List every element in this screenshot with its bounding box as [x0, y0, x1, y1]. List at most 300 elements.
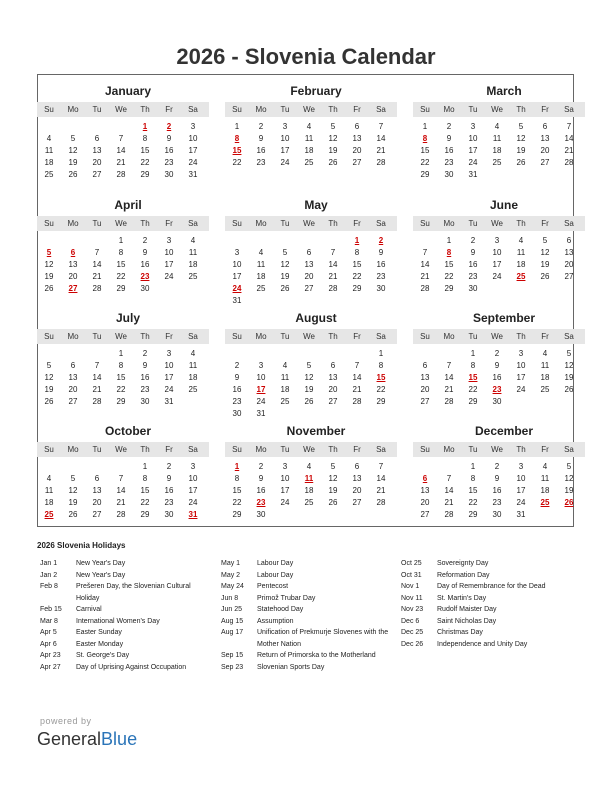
- day-grid: [413, 235, 585, 295]
- weekday-label: Fr: [353, 219, 361, 228]
- day-cell: 26: [44, 284, 54, 293]
- day-cell: 25: [540, 385, 550, 394]
- day-cell: 26: [68, 170, 78, 179]
- day-grid: [413, 348, 585, 408]
- holiday-day-cell: 23: [492, 385, 502, 394]
- day-cell: 17: [164, 260, 174, 269]
- day-cell: 30: [444, 170, 454, 179]
- holiday-day-cell: 6: [422, 474, 428, 483]
- day-cell: 6: [70, 361, 76, 370]
- holiday-name: Christmas Day: [437, 629, 483, 636]
- day-cell: 30: [468, 284, 478, 293]
- month-name: May: [304, 198, 328, 212]
- holiday-name: St. George's Day: [76, 652, 130, 659]
- holiday-date: May 2: [221, 571, 241, 579]
- day-cell: 2: [166, 462, 172, 471]
- day-cell: 3: [470, 122, 476, 131]
- day-cell: 28: [376, 498, 386, 507]
- empty-cell: [249, 348, 273, 360]
- month-june: [413, 197, 585, 295]
- holiday-row: [40, 639, 215, 651]
- day-cell: 23: [444, 158, 454, 167]
- day-cell: 9: [494, 361, 500, 370]
- holiday-date: Sep 15: [221, 652, 244, 659]
- day-cell: 8: [142, 474, 148, 483]
- day-cell: 14: [328, 260, 338, 269]
- holiday-name: New Year's Day: [76, 571, 126, 579]
- day-cell: 8: [234, 474, 240, 483]
- day-cell: 14: [352, 373, 362, 382]
- day-cell: 17: [492, 260, 502, 269]
- day-cell: 19: [44, 385, 54, 394]
- day-grid: [225, 461, 397, 521]
- day-cell: 21: [444, 498, 454, 507]
- weekday-label: Su: [44, 332, 54, 341]
- holiday-row: [401, 604, 576, 616]
- holiday-day-cell: 8: [422, 134, 428, 143]
- day-grid: [37, 121, 209, 181]
- weekday-label: Mo: [67, 332, 79, 341]
- day-cell: 9: [258, 474, 264, 483]
- holiday-day-cell: 8: [446, 248, 452, 257]
- weekday-label: Th: [328, 332, 338, 341]
- day-cell: 19: [564, 373, 574, 382]
- day-cell: 19: [304, 385, 314, 394]
- day-cell: 27: [420, 397, 430, 406]
- weekday-label: Th: [140, 105, 150, 114]
- day-cell: 18: [540, 373, 550, 382]
- day-cell: 21: [116, 158, 126, 167]
- day-grid: [225, 348, 397, 420]
- brand-general: General: [37, 729, 102, 749]
- empty-cell: [37, 461, 61, 473]
- holiday-day-cell: 2: [166, 122, 172, 131]
- day-cell: 24: [492, 272, 502, 281]
- day-cell: 8: [118, 361, 124, 370]
- holiday-date: Dec 26: [401, 640, 424, 648]
- weekday-label: Tu: [280, 445, 290, 454]
- day-cell: 30: [492, 510, 502, 519]
- day-cell: 26: [328, 498, 338, 507]
- weekday-label: Th: [516, 332, 526, 341]
- day-cell: 10: [164, 361, 174, 370]
- day-cell: 18: [492, 146, 502, 155]
- holiday-date: Nov 23: [401, 606, 424, 613]
- day-cell: 13: [564, 248, 574, 257]
- weekday-label: Fr: [541, 105, 549, 114]
- day-cell: 23: [164, 498, 174, 507]
- day-cell: 4: [282, 361, 288, 370]
- weekday-label: Tu: [468, 445, 478, 454]
- day-cell: 9: [446, 134, 452, 143]
- weekday-label: Su: [232, 105, 242, 114]
- empty-cell: [109, 121, 133, 133]
- weekday-label: Mo: [443, 219, 455, 228]
- day-cell: 26: [516, 158, 526, 167]
- day-cell: 11: [188, 248, 198, 257]
- empty-cell: [225, 348, 249, 360]
- day-cell: 2: [494, 349, 500, 358]
- day-cell: 20: [328, 385, 338, 394]
- day-grid: [413, 461, 585, 521]
- holiday-name: Pentecost: [257, 583, 289, 590]
- day-cell: 19: [68, 158, 78, 167]
- weekday-label: Sa: [564, 445, 574, 454]
- holiday-date: Dec 6: [401, 617, 420, 625]
- holiday-name: Easter Monday: [76, 640, 124, 648]
- day-grid: [37, 235, 209, 295]
- day-cell: 22: [116, 272, 126, 281]
- day-cell: 6: [354, 462, 360, 471]
- day-cell: 1: [446, 236, 452, 245]
- day-cell: 7: [566, 122, 572, 131]
- weekday-label: We: [115, 219, 127, 228]
- day-cell: 17: [468, 146, 478, 155]
- day-cell: 21: [444, 385, 454, 394]
- day-cell: 4: [258, 248, 264, 257]
- day-cell: 14: [376, 134, 386, 143]
- empty-cell: [85, 348, 109, 360]
- day-cell: 21: [116, 498, 126, 507]
- weekday-label: We: [303, 332, 315, 341]
- weekday-label: Su: [232, 219, 242, 228]
- holiday-date: Jan 2: [40, 571, 58, 579]
- day-cell: 8: [142, 134, 148, 143]
- day-cell: 1: [470, 462, 476, 471]
- day-cell: 9: [142, 361, 148, 370]
- weekday-label: Tu: [280, 105, 290, 114]
- holiday-row: [221, 662, 393, 674]
- day-cell: 2: [142, 349, 148, 358]
- weekday-label: Tu: [92, 105, 102, 114]
- weekday-header: [37, 329, 209, 344]
- weekday-label: Tu: [92, 445, 102, 454]
- day-cell: 31: [232, 296, 242, 305]
- day-cell: 10: [232, 260, 242, 269]
- holiday-day-cell: 26: [564, 498, 574, 507]
- empty-cell: [273, 348, 297, 360]
- day-cell: 25: [304, 498, 314, 507]
- holiday-day-cell: 23: [140, 272, 150, 281]
- day-cell: 7: [378, 462, 384, 471]
- month-name: October: [104, 424, 151, 438]
- day-cell: 17: [188, 146, 198, 155]
- weekday-label: Su: [44, 219, 54, 228]
- day-cell: 29: [232, 510, 242, 519]
- month-name: March: [486, 84, 522, 98]
- holiday-row: [401, 581, 576, 593]
- day-cell: 30: [492, 397, 502, 406]
- day-cell: 20: [304, 272, 314, 281]
- day-cell: 12: [44, 260, 54, 269]
- empty-cell: [437, 348, 461, 360]
- day-cell: 22: [232, 498, 242, 507]
- day-cell: 12: [328, 134, 338, 143]
- day-cell: 16: [256, 486, 266, 495]
- holiday-day-cell: 15: [376, 373, 386, 382]
- day-cell: 28: [116, 510, 126, 519]
- holiday-row: [40, 627, 215, 639]
- day-cell: 6: [566, 236, 572, 245]
- day-cell: 30: [140, 284, 150, 293]
- day-cell: 3: [166, 236, 172, 245]
- weekday-label: Tu: [280, 332, 290, 341]
- empty-cell: [37, 348, 61, 360]
- day-cell: 24: [468, 158, 478, 167]
- weekday-label: Th: [328, 445, 338, 454]
- day-cell: 16: [468, 260, 478, 269]
- day-cell: 4: [306, 122, 312, 131]
- day-cell: 28: [92, 397, 102, 406]
- day-cell: 20: [92, 158, 102, 167]
- day-cell: 14: [116, 146, 126, 155]
- day-cell: 18: [256, 272, 266, 281]
- day-cell: 27: [352, 158, 362, 167]
- holiday-name: Labour Day: [257, 560, 294, 567]
- day-cell: 1: [470, 349, 476, 358]
- day-cell: 25: [280, 397, 290, 406]
- day-cell: 17: [164, 373, 174, 382]
- day-cell: 23: [140, 385, 150, 394]
- weekday-label: Mo: [443, 105, 455, 114]
- holiday-day-cell: 1: [354, 236, 360, 245]
- weekday-label: Th: [140, 219, 150, 228]
- day-cell: 19: [328, 486, 338, 495]
- weekday-label: Th: [516, 105, 526, 114]
- day-cell: 11: [304, 134, 314, 143]
- day-cell: 22: [232, 158, 242, 167]
- day-cell: 29: [468, 397, 478, 406]
- day-cell: 27: [540, 158, 550, 167]
- day-cell: 30: [256, 510, 266, 519]
- weekday-label: Sa: [564, 219, 574, 228]
- weekday-label: Sa: [188, 219, 198, 228]
- holidays-title: 2026 Slovenia Holidays: [37, 541, 126, 550]
- day-cell: 12: [68, 146, 78, 155]
- weekday-label: Fr: [165, 105, 173, 114]
- weekday-label: Mo: [255, 219, 267, 228]
- holiday-date: Oct 25: [401, 560, 422, 567]
- day-cell: 13: [92, 486, 102, 495]
- holiday-row: [221, 593, 393, 605]
- day-cell: 4: [542, 462, 548, 471]
- day-cell: 16: [444, 146, 454, 155]
- month-name: January: [104, 84, 152, 98]
- day-cell: 3: [518, 462, 524, 471]
- weekday-label: Su: [44, 445, 54, 454]
- holiday-name: Primož Trubar Day: [257, 594, 316, 602]
- day-cell: 7: [118, 474, 124, 483]
- holiday-name: Easter Sunday: [76, 629, 122, 636]
- day-cell: 20: [420, 385, 430, 394]
- weekday-label: Sa: [188, 445, 198, 454]
- day-cell: 1: [118, 349, 124, 358]
- holiday-date: Aug 15: [221, 617, 244, 625]
- month-name: September: [472, 311, 536, 325]
- weekday-label: Mo: [255, 445, 267, 454]
- holiday-row: [401, 639, 576, 651]
- weekday-label: We: [303, 219, 315, 228]
- day-cell: 25: [304, 158, 314, 167]
- empty-cell: [413, 348, 437, 360]
- day-cell: 24: [280, 158, 290, 167]
- day-cell: 17: [516, 486, 526, 495]
- day-cell: 3: [494, 236, 500, 245]
- day-cell: 10: [280, 134, 290, 143]
- day-cell: 28: [564, 158, 574, 167]
- day-cell: 23: [164, 158, 174, 167]
- holiday-column-3: [401, 558, 576, 650]
- day-cell: 18: [44, 498, 54, 507]
- holiday-day-cell: 25: [516, 272, 526, 281]
- day-cell: 12: [304, 373, 314, 382]
- day-cell: 12: [540, 248, 550, 257]
- holiday-date: Jun 25: [221, 606, 243, 613]
- day-cell: 10: [516, 361, 526, 370]
- day-cell: 7: [422, 248, 428, 257]
- weekday-header: [413, 329, 585, 344]
- weekday-label: We: [303, 445, 315, 454]
- day-cell: 15: [468, 486, 478, 495]
- holiday-day-cell: 24: [232, 284, 242, 293]
- holiday-column-1: [40, 558, 215, 673]
- day-cell: 14: [444, 373, 454, 382]
- empty-cell: [61, 235, 85, 247]
- day-cell: 18: [280, 385, 290, 394]
- holiday-day-cell: 15: [468, 373, 478, 382]
- day-cell: 17: [280, 146, 290, 155]
- day-cell: 26: [304, 397, 314, 406]
- weekday-label: Su: [44, 105, 54, 114]
- day-cell: 6: [306, 248, 312, 257]
- day-cell: 22: [468, 385, 478, 394]
- day-cell: 31: [164, 397, 174, 406]
- day-cell: 9: [470, 248, 476, 257]
- day-cell: 29: [140, 510, 150, 519]
- day-cell: 9: [494, 474, 500, 483]
- day-cell: 5: [306, 361, 312, 370]
- weekday-label: Sa: [188, 105, 198, 114]
- day-cell: 5: [70, 134, 76, 143]
- day-cell: 22: [444, 272, 454, 281]
- day-cell: 29: [140, 170, 150, 179]
- month-april: [37, 197, 209, 295]
- weekday-header: [413, 102, 585, 117]
- day-cell: 12: [280, 260, 290, 269]
- weekday-label: Su: [232, 445, 242, 454]
- weekday-label: We: [303, 105, 315, 114]
- day-grid: [225, 235, 397, 307]
- weekday-header: [37, 442, 209, 457]
- empty-cell: [437, 461, 461, 473]
- holiday-name: St. Martin's Day: [437, 594, 487, 602]
- day-cell: 1: [142, 462, 148, 471]
- day-cell: 22: [140, 158, 150, 167]
- weekday-label: Th: [140, 445, 150, 454]
- empty-cell: [85, 235, 109, 247]
- day-cell: 11: [256, 260, 266, 269]
- day-cell: 21: [92, 385, 102, 394]
- day-cell: 2: [234, 361, 240, 370]
- weekday-label: Mo: [67, 219, 79, 228]
- day-cell: 11: [188, 361, 198, 370]
- day-cell: 19: [516, 146, 526, 155]
- weekday-header: [413, 442, 585, 457]
- holiday-row: [221, 581, 393, 593]
- day-cell: 8: [470, 474, 476, 483]
- day-cell: 15: [116, 373, 126, 382]
- day-cell: 27: [304, 284, 314, 293]
- day-cell: 21: [376, 486, 386, 495]
- day-cell: 16: [140, 373, 150, 382]
- day-cell: 28: [92, 284, 102, 293]
- day-grid: [225, 121, 397, 169]
- day-cell: 10: [256, 373, 266, 382]
- month-name: June: [489, 198, 518, 212]
- day-cell: 29: [420, 170, 430, 179]
- day-cell: 10: [516, 474, 526, 483]
- day-cell: 6: [94, 134, 100, 143]
- day-cell: 5: [542, 236, 548, 245]
- month-name: August: [295, 311, 337, 325]
- generalblue-logo[interactable]: [37, 729, 137, 750]
- day-cell: 11: [492, 134, 502, 143]
- holiday-row: [401, 570, 576, 582]
- day-cell: 27: [92, 510, 102, 519]
- day-cell: 20: [352, 486, 362, 495]
- day-cell: 25: [188, 385, 198, 394]
- day-cell: 16: [164, 486, 174, 495]
- holiday-name: Carnival: [76, 606, 102, 613]
- weekday-label: Th: [140, 332, 150, 341]
- day-cell: 13: [92, 146, 102, 155]
- month-december: [413, 423, 585, 521]
- day-cell: 27: [564, 272, 574, 281]
- weekday-label: We: [491, 445, 503, 454]
- day-cell: 10: [164, 248, 174, 257]
- day-cell: 6: [354, 122, 360, 131]
- day-cell: 7: [330, 248, 336, 257]
- day-cell: 22: [376, 385, 386, 394]
- empty-cell: [249, 235, 273, 247]
- day-cell: 27: [92, 170, 102, 179]
- month-name: December: [474, 424, 534, 438]
- day-cell: 29: [468, 510, 478, 519]
- day-cell: 31: [516, 510, 526, 519]
- weekday-label: Sa: [188, 332, 198, 341]
- holiday-name: Day of Uprising Against Occupation: [76, 663, 187, 671]
- day-cell: 15: [116, 260, 126, 269]
- day-cell: 24: [280, 498, 290, 507]
- day-cell: 3: [258, 361, 264, 370]
- day-cell: 10: [280, 474, 290, 483]
- holiday-day-cell: 25: [540, 498, 550, 507]
- day-cell: 18: [516, 260, 526, 269]
- day-cell: 9: [142, 248, 148, 257]
- holiday-date: Aug 17: [221, 629, 244, 636]
- holiday-row: [221, 570, 393, 582]
- day-cell: 13: [68, 373, 78, 382]
- day-cell: 14: [420, 260, 430, 269]
- holiday-name: International Women's Day: [76, 617, 160, 625]
- weekday-label: Mo: [67, 105, 79, 114]
- day-cell: 15: [232, 486, 242, 495]
- day-cell: 21: [328, 272, 338, 281]
- weekday-header: [225, 329, 397, 344]
- day-cell: 15: [444, 260, 454, 269]
- day-cell: 20: [420, 498, 430, 507]
- day-cell: 2: [494, 462, 500, 471]
